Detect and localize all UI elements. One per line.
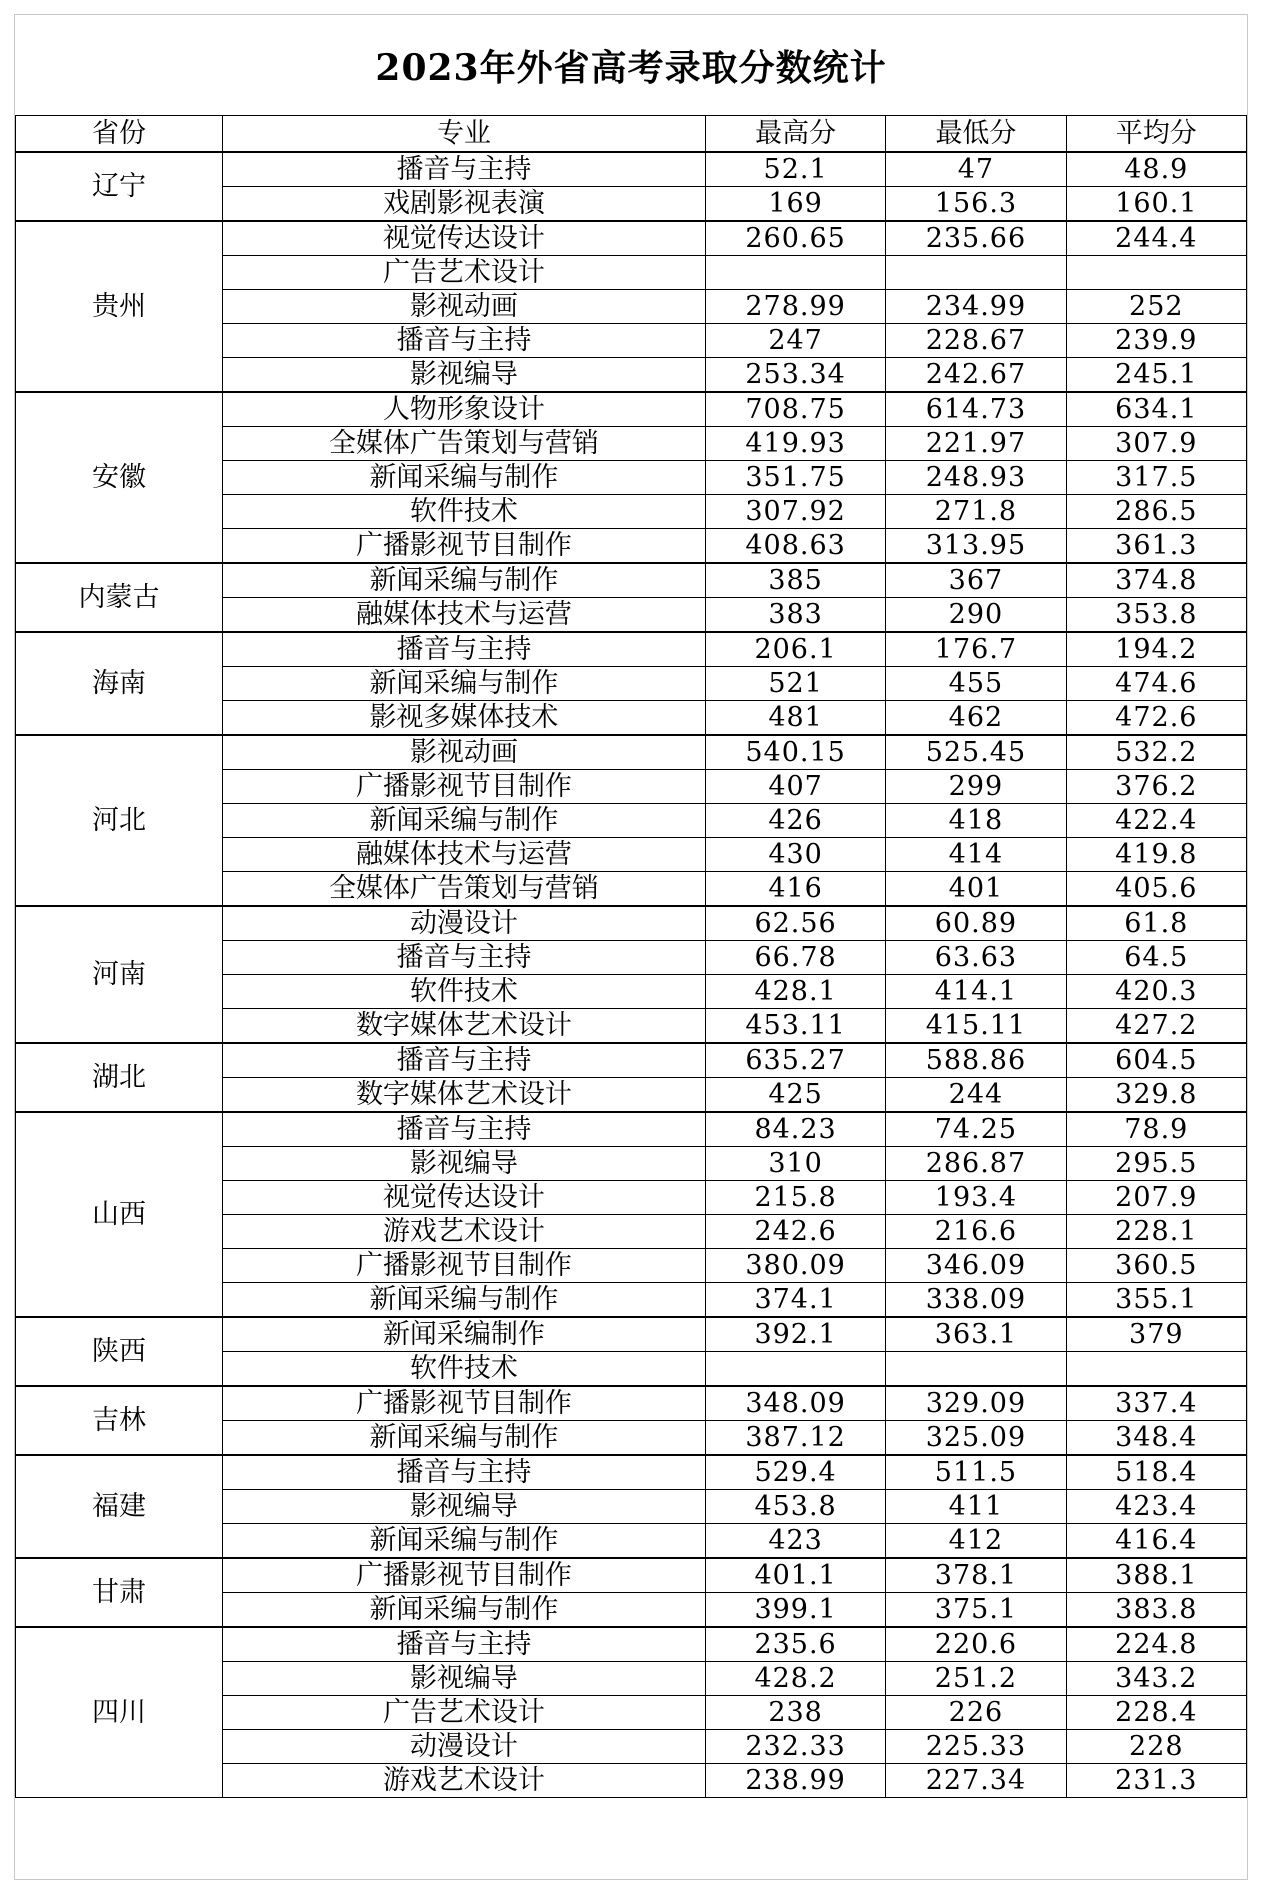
- max-score-cell: 521: [705, 667, 885, 701]
- max-score-cell: 419.93: [705, 427, 885, 461]
- major-cell: 软件技术: [222, 975, 705, 1009]
- avg-score-cell: 427.2: [1066, 1009, 1246, 1044]
- min-score-cell: 588.86: [886, 1043, 1066, 1078]
- min-score-cell: 401: [886, 872, 1066, 907]
- max-score-cell: 383: [705, 598, 885, 633]
- min-score-cell: 346.09: [886, 1249, 1066, 1283]
- min-score-cell: 338.09: [886, 1283, 1066, 1318]
- min-score-cell: 271.8: [886, 495, 1066, 529]
- avg-score-cell: 379: [1066, 1317, 1246, 1352]
- avg-score-cell: 48.9: [1066, 152, 1246, 187]
- province-cell: 湖北: [16, 1043, 223, 1112]
- page-title: 2023年外省高考录取分数统计: [375, 46, 887, 89]
- avg-score-cell: 317.5: [1066, 461, 1246, 495]
- min-score-cell: 329.09: [886, 1386, 1066, 1421]
- major-cell: 动漫设计: [222, 906, 705, 941]
- min-score-cell: 614.73: [886, 392, 1066, 427]
- avg-score-cell: [1066, 1352, 1246, 1387]
- major-cell: 广告艺术设计: [222, 1696, 705, 1730]
- header-max: 最高分: [705, 116, 885, 153]
- avg-score-cell: 337.4: [1066, 1386, 1246, 1421]
- max-score-cell: 52.1: [705, 152, 885, 187]
- avg-score-cell: 374.8: [1066, 563, 1246, 598]
- major-cell: 全媒体广告策划与营销: [222, 872, 705, 907]
- major-cell: 影视编导: [222, 358, 705, 393]
- province-cell: 河北: [16, 735, 223, 906]
- province-cell: 陕西: [16, 1317, 223, 1386]
- major-cell: 播音与主持: [222, 1627, 705, 1662]
- min-score-cell: 176.7: [886, 632, 1066, 667]
- min-score-cell: 60.89: [886, 906, 1066, 941]
- min-score-cell: 412: [886, 1524, 1066, 1559]
- max-score-cell: 310: [705, 1147, 885, 1181]
- min-score-cell: 286.87: [886, 1147, 1066, 1181]
- min-score-cell: 299: [886, 770, 1066, 804]
- max-score-cell: 260.65: [705, 221, 885, 256]
- min-score-cell: 415.11: [886, 1009, 1066, 1044]
- major-cell: 人物形象设计: [222, 392, 705, 427]
- avg-score-cell: 388.1: [1066, 1558, 1246, 1593]
- major-cell: 影视编导: [222, 1662, 705, 1696]
- min-score-cell: 242.67: [886, 358, 1066, 393]
- min-score-cell: 414.1: [886, 975, 1066, 1009]
- avg-score-cell: 361.3: [1066, 529, 1246, 564]
- max-score-cell: 399.1: [705, 1593, 885, 1628]
- major-cell: 新闻采编与制作: [222, 1283, 705, 1318]
- avg-score-cell: 207.9: [1066, 1181, 1246, 1215]
- province-cell: 河南: [16, 906, 223, 1043]
- province-cell: 吉林: [16, 1386, 223, 1455]
- province-cell: 海南: [16, 632, 223, 735]
- min-score-cell: 313.95: [886, 529, 1066, 564]
- major-cell: 广播影视节目制作: [222, 1558, 705, 1593]
- avg-score-cell: 307.9: [1066, 427, 1246, 461]
- avg-score-cell: 472.6: [1066, 701, 1246, 736]
- min-score-cell: 378.1: [886, 1558, 1066, 1593]
- max-score-cell: 307.92: [705, 495, 885, 529]
- major-cell: 新闻采编制作: [222, 1317, 705, 1352]
- major-cell: 游戏艺术设计: [222, 1764, 705, 1798]
- major-cell: 新闻采编与制作: [222, 667, 705, 701]
- table-row: [16, 152, 1247, 187]
- major-cell: 融媒体技术与运营: [222, 838, 705, 872]
- min-score-cell: 511.5: [886, 1455, 1066, 1490]
- max-score-cell: 529.4: [705, 1455, 885, 1490]
- major-cell: 戏剧影视表演: [222, 187, 705, 222]
- major-cell: 动漫设计: [222, 1730, 705, 1764]
- min-score-cell: 455: [886, 667, 1066, 701]
- max-score-cell: 238.99: [705, 1764, 885, 1798]
- avg-score-cell: 360.5: [1066, 1249, 1246, 1283]
- major-cell: 新闻采编与制作: [222, 563, 705, 598]
- avg-score-cell: 604.5: [1066, 1043, 1246, 1078]
- min-score-cell: 234.99: [886, 290, 1066, 324]
- max-score-cell: 206.1: [705, 632, 885, 667]
- min-score-cell: 235.66: [886, 221, 1066, 256]
- major-cell: 软件技术: [222, 1352, 705, 1387]
- avg-score-cell: 228: [1066, 1730, 1246, 1764]
- major-cell: 新闻采编与制作: [222, 804, 705, 838]
- avg-score-cell: 194.2: [1066, 632, 1246, 667]
- major-cell: 数字媒体艺术设计: [222, 1009, 705, 1044]
- avg-score-cell: 419.8: [1066, 838, 1246, 872]
- major-cell: 广播影视节目制作: [222, 1386, 705, 1421]
- avg-score-cell: 474.6: [1066, 667, 1246, 701]
- min-score-cell: 74.25: [886, 1112, 1066, 1147]
- avg-score-cell: 355.1: [1066, 1283, 1246, 1318]
- major-cell: 广告艺术设计: [222, 256, 705, 290]
- avg-score-cell: 343.2: [1066, 1662, 1246, 1696]
- major-cell: 播音与主持: [222, 1112, 705, 1147]
- min-score-cell: 63.63: [886, 941, 1066, 975]
- min-score-cell: 251.2: [886, 1662, 1066, 1696]
- max-score-cell: 408.63: [705, 529, 885, 564]
- min-score-cell: 375.1: [886, 1593, 1066, 1628]
- max-score-cell: 235.6: [705, 1627, 885, 1662]
- province-cell: 贵州: [16, 221, 223, 392]
- table-row: [16, 1112, 1247, 1147]
- avg-score-cell: 383.8: [1066, 1593, 1246, 1628]
- avg-score-cell: 64.5: [1066, 941, 1246, 975]
- min-score-cell: 418: [886, 804, 1066, 838]
- avg-score-cell: 405.6: [1066, 872, 1246, 907]
- province-cell: 山西: [16, 1112, 223, 1317]
- min-score-cell: 462: [886, 701, 1066, 736]
- max-score-cell: 430: [705, 838, 885, 872]
- province-cell: 安徽: [16, 392, 223, 563]
- min-score-cell: 221.97: [886, 427, 1066, 461]
- max-score-cell: 416: [705, 872, 885, 907]
- min-score-cell: 227.34: [886, 1764, 1066, 1798]
- major-cell: 播音与主持: [222, 324, 705, 358]
- min-score-cell: [886, 256, 1066, 290]
- min-score-cell: 325.09: [886, 1421, 1066, 1456]
- max-score-cell: 169: [705, 187, 885, 222]
- min-score-cell: 414: [886, 838, 1066, 872]
- header-province: 省份: [16, 116, 223, 153]
- avg-score-cell: 518.4: [1066, 1455, 1246, 1490]
- major-cell: 视觉传达设计: [222, 1181, 705, 1215]
- province-cell: 甘肃: [16, 1558, 223, 1627]
- avg-score-cell: 245.1: [1066, 358, 1246, 393]
- max-score-cell: [705, 1352, 885, 1387]
- avg-score-cell: 295.5: [1066, 1147, 1246, 1181]
- header-min: 最低分: [886, 116, 1066, 153]
- min-score-cell: 525.45: [886, 735, 1066, 770]
- table-row: [16, 1317, 1247, 1352]
- max-score-cell: 423: [705, 1524, 885, 1559]
- max-score-cell: 278.99: [705, 290, 885, 324]
- min-score-cell: 216.6: [886, 1215, 1066, 1249]
- max-score-cell: 708.75: [705, 392, 885, 427]
- min-score-cell: 226: [886, 1696, 1066, 1730]
- scores-table: [15, 115, 1247, 1798]
- max-score-cell: 453.8: [705, 1490, 885, 1524]
- table-row: [16, 906, 1247, 941]
- major-cell: 新闻采编与制作: [222, 1421, 705, 1456]
- avg-score-cell: 228.1: [1066, 1215, 1246, 1249]
- max-score-cell: 425: [705, 1078, 885, 1113]
- max-score-cell: 426: [705, 804, 885, 838]
- max-score-cell: 428.2: [705, 1662, 885, 1696]
- avg-score-cell: 160.1: [1066, 187, 1246, 222]
- major-cell: 新闻采编与制作: [222, 461, 705, 495]
- avg-score-cell: [1066, 256, 1246, 290]
- major-cell: 新闻采编与制作: [222, 1593, 705, 1628]
- max-score-cell: 635.27: [705, 1043, 885, 1078]
- major-cell: 软件技术: [222, 495, 705, 529]
- avg-score-cell: 231.3: [1066, 1764, 1246, 1798]
- max-score-cell: 401.1: [705, 1558, 885, 1593]
- table-row: [16, 632, 1247, 667]
- table-row: [16, 1627, 1247, 1662]
- table-row: [16, 1043, 1247, 1078]
- avg-score-cell: 376.2: [1066, 770, 1246, 804]
- max-score-cell: 232.33: [705, 1730, 885, 1764]
- major-cell: 广播影视节目制作: [222, 1249, 705, 1283]
- avg-score-cell: 634.1: [1066, 392, 1246, 427]
- max-score-cell: 215.8: [705, 1181, 885, 1215]
- province-cell: 福建: [16, 1455, 223, 1558]
- major-cell: 播音与主持: [222, 1455, 705, 1490]
- min-score-cell: 411: [886, 1490, 1066, 1524]
- major-cell: 融媒体技术与运营: [222, 598, 705, 633]
- min-score-cell: 193.4: [886, 1181, 1066, 1215]
- max-score-cell: 481: [705, 701, 885, 736]
- major-cell: 播音与主持: [222, 941, 705, 975]
- avg-score-cell: 423.4: [1066, 1490, 1246, 1524]
- max-score-cell: 407: [705, 770, 885, 804]
- max-score-cell: 253.34: [705, 358, 885, 393]
- major-cell: 影视编导: [222, 1490, 705, 1524]
- province-cell: 辽宁: [16, 152, 223, 221]
- min-score-cell: 228.67: [886, 324, 1066, 358]
- major-cell: 播音与主持: [222, 632, 705, 667]
- max-score-cell: 428.1: [705, 975, 885, 1009]
- min-score-cell: [886, 1352, 1066, 1387]
- table-row: [16, 1455, 1247, 1490]
- max-score-cell: 380.09: [705, 1249, 885, 1283]
- major-cell: 广播影视节目制作: [222, 529, 705, 564]
- header-row: [16, 116, 1247, 153]
- avg-score-cell: 239.9: [1066, 324, 1246, 358]
- max-score-cell: 84.23: [705, 1112, 885, 1147]
- avg-score-cell: 422.4: [1066, 804, 1246, 838]
- max-score-cell: 242.6: [705, 1215, 885, 1249]
- major-cell: 广播影视节目制作: [222, 770, 705, 804]
- max-score-cell: 374.1: [705, 1283, 885, 1318]
- min-score-cell: 367: [886, 563, 1066, 598]
- avg-score-cell: 532.2: [1066, 735, 1246, 770]
- table-row: [16, 735, 1247, 770]
- min-score-cell: 290: [886, 598, 1066, 633]
- table-row: [16, 563, 1247, 598]
- province-cell: 内蒙古: [16, 563, 223, 632]
- min-score-cell: 248.93: [886, 461, 1066, 495]
- max-score-cell: 348.09: [705, 1386, 885, 1421]
- major-cell: 影视多媒体技术: [222, 701, 705, 736]
- major-cell: 影视编导: [222, 1147, 705, 1181]
- avg-score-cell: 286.5: [1066, 495, 1246, 529]
- max-score-cell: 540.15: [705, 735, 885, 770]
- max-score-cell: 66.78: [705, 941, 885, 975]
- avg-score-cell: 329.8: [1066, 1078, 1246, 1113]
- max-score-cell: 387.12: [705, 1421, 885, 1456]
- table-row: [16, 1386, 1247, 1421]
- max-score-cell: 385: [705, 563, 885, 598]
- avg-score-cell: 252: [1066, 290, 1246, 324]
- avg-score-cell: 61.8: [1066, 906, 1246, 941]
- max-score-cell: 62.56: [705, 906, 885, 941]
- avg-score-cell: 78.9: [1066, 1112, 1246, 1147]
- province-cell: 四川: [16, 1627, 223, 1798]
- major-cell: 播音与主持: [222, 152, 705, 187]
- avg-score-cell: 416.4: [1066, 1524, 1246, 1559]
- max-score-cell: 247: [705, 324, 885, 358]
- max-score-cell: 238: [705, 1696, 885, 1730]
- avg-score-cell: 353.8: [1066, 598, 1246, 633]
- avg-score-cell: 224.8: [1066, 1627, 1246, 1662]
- major-cell: 视觉传达设计: [222, 221, 705, 256]
- major-cell: 影视动画: [222, 735, 705, 770]
- min-score-cell: 220.6: [886, 1627, 1066, 1662]
- major-cell: 游戏艺术设计: [222, 1215, 705, 1249]
- table-row: [16, 1558, 1247, 1593]
- max-score-cell: 453.11: [705, 1009, 885, 1044]
- major-cell: 新闻采编与制作: [222, 1524, 705, 1559]
- major-cell: 数字媒体艺术设计: [222, 1078, 705, 1113]
- max-score-cell: 351.75: [705, 461, 885, 495]
- min-score-cell: 225.33: [886, 1730, 1066, 1764]
- avg-score-cell: 348.4: [1066, 1421, 1246, 1456]
- avg-score-cell: 244.4: [1066, 221, 1246, 256]
- max-score-cell: [705, 256, 885, 290]
- major-cell: 播音与主持: [222, 1043, 705, 1078]
- min-score-cell: 47: [886, 152, 1066, 187]
- min-score-cell: 363.1: [886, 1317, 1066, 1352]
- table-row: [16, 392, 1247, 427]
- major-cell: 全媒体广告策划与营销: [222, 427, 705, 461]
- max-score-cell: 392.1: [705, 1317, 885, 1352]
- header-major: 专业: [222, 116, 705, 153]
- avg-score-cell: 228.4: [1066, 1696, 1246, 1730]
- avg-score-cell: 420.3: [1066, 975, 1246, 1009]
- table-row: [16, 221, 1247, 256]
- major-cell: 影视动画: [222, 290, 705, 324]
- min-score-cell: 244: [886, 1078, 1066, 1113]
- min-score-cell: 156.3: [886, 187, 1066, 222]
- header-avg: 平均分: [1066, 116, 1246, 153]
